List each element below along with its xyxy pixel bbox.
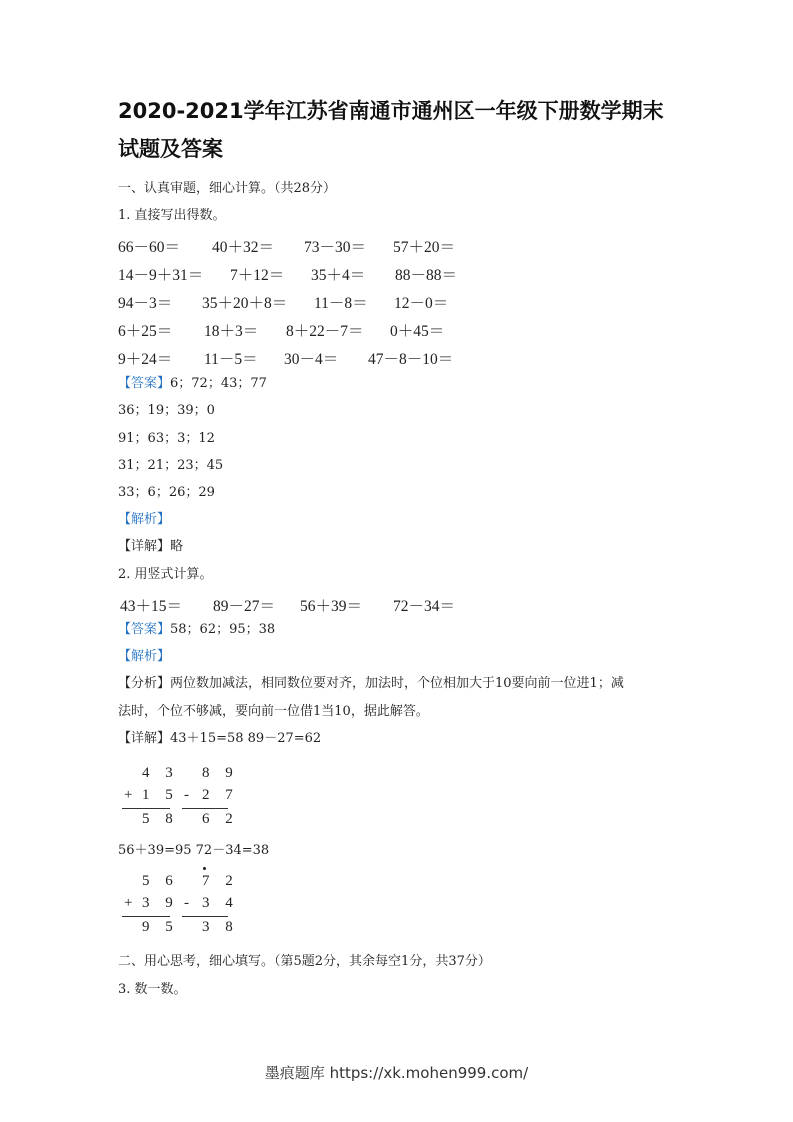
vertical-top: 8 9 (202, 765, 239, 781)
answer-text: 58；62；95；38 (170, 622, 276, 637)
question-3-heading: 3. 数一数。 (118, 982, 187, 997)
vertical-top: 5 6 (142, 873, 179, 889)
vertical-result: 3 8 (202, 919, 239, 935)
vertical-rule (122, 916, 170, 917)
q1-answer-line: 33；6；26；29 (118, 485, 215, 500)
q1-item: 6＋25＝ (118, 323, 173, 340)
q1-item: 40＋32＝ (212, 239, 275, 256)
vertical-mid: 1 5 (142, 787, 179, 803)
vertical-top: 7 2 (202, 873, 239, 889)
q1-item: 18＋3＝ (204, 323, 259, 340)
q1-item: 8＋22－7＝ (286, 323, 364, 340)
section-1-heading: 一、认真审题，细心计算。（共28分） (118, 181, 337, 196)
q2-item: 89－27＝ (213, 598, 276, 615)
q1-item: 35＋4＝ (311, 267, 366, 284)
q1-item: 11－8＝ (314, 295, 368, 312)
q1-item: 88－88＝ (395, 267, 458, 284)
q1-item: 12－0＝ (394, 295, 449, 312)
vertical-rule (182, 808, 228, 809)
analysis-text: 两位数加减法，相同数位要对齐，加法时，个位相加大于10要向前一位进1；减 (170, 676, 624, 691)
q2-answer-line (118, 622, 275, 638)
vertical-result: 6 2 (202, 811, 239, 827)
q1-item: 7＋12＝ (230, 267, 285, 284)
q1-item: 11－5＝ (204, 351, 258, 368)
q1-detail: 【详解】略 (118, 539, 184, 554)
analysis-tag: 【解析】 (118, 649, 171, 664)
q1-item: 9＋24＝ (118, 351, 173, 368)
footer-watermark: 墨痕题库 https://xk.mohen999.com/ (264, 1064, 529, 1082)
q1-item: 30－4＝ (284, 351, 339, 368)
q1-item: 73－30＝ (304, 239, 367, 256)
analysis-tag: 【解析】 (118, 512, 171, 527)
vertical-mid: 3 4 (202, 895, 239, 911)
vertical-calc-43-plus-15 (120, 765, 180, 835)
answer-tag: 【答案】 (118, 376, 171, 391)
vertical-operator: + (124, 787, 139, 803)
question-2-heading: 2. 用竖式计算。 (118, 567, 213, 582)
q2-item: 72－34＝ (393, 598, 456, 615)
q2-item: 43＋15＝ (120, 598, 183, 615)
document-title: 2020-2021学年江苏省南通市通州区一年级下册数学期末试题及答案 (118, 99, 664, 161)
vertical-operator: + (124, 895, 139, 911)
answer-tag: 【答案】 (118, 622, 171, 637)
q2-detail-line: 【详解】43＋15=58 89－27=62 (118, 731, 322, 746)
q1-answer-line: 31；21；23；45 (118, 458, 224, 473)
vertical-result: 5 8 (142, 811, 179, 827)
vertical-top: 4 3 (142, 765, 179, 781)
vertical-rule (122, 808, 170, 809)
q1-item: 66－60＝ (118, 239, 181, 256)
analysis-label: 【分析】 (118, 676, 171, 691)
vertical-rule (182, 916, 228, 917)
q1-answer-line: 36；19；39；0 (118, 403, 215, 418)
q2-item: 56＋39＝ (300, 598, 363, 615)
vertical-calc-56-plus-39 (120, 873, 180, 943)
section-2-heading: 二、用心思考，细心填写。（第5题2分，其余每空1分，共37分） (118, 954, 491, 969)
q2-detail-line: 56＋39=95 72－34=38 (118, 843, 270, 858)
vertical-calc-72-minus-34 (180, 873, 240, 943)
q1-answer-line (118, 376, 267, 392)
q1-item: 14－9＋31＝ (118, 267, 204, 284)
vertical-mid: 3 9 (142, 895, 179, 911)
q1-answer-line: 91；63；3；12 (118, 431, 215, 446)
q1-item: 0＋45＝ (390, 323, 445, 340)
question-1-heading: 1. 直接写出得数。 (118, 208, 226, 223)
q1-item: 47－8－10＝ (368, 351, 454, 368)
q1-item: 35＋20＋8＝ (202, 295, 288, 312)
vertical-result: 9 5 (142, 919, 179, 935)
q2-analysis-line (118, 676, 624, 692)
q1-item: 94－3＝ (118, 295, 173, 312)
vertical-operator: - (184, 787, 195, 803)
vertical-calc-89-minus-27 (180, 765, 240, 835)
vertical-operator: - (184, 895, 195, 911)
answer-text: 6；72；43；77 (170, 376, 267, 391)
borrow-dot (203, 867, 206, 870)
q2-analysis-line: 法时，个位不够减，要向前一位借1当10，据此解答。 (118, 704, 429, 719)
vertical-mid: 2 7 (202, 787, 239, 803)
q1-item: 57＋20＝ (393, 239, 456, 256)
